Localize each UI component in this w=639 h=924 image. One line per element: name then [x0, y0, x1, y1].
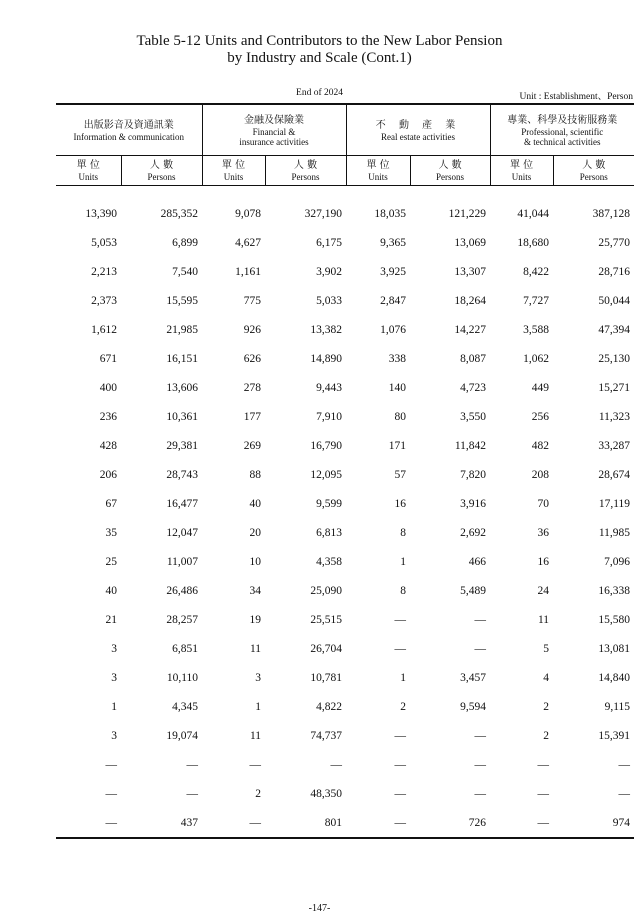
table-row — [56, 431, 634, 460]
table-cell: 13,390 — [85, 207, 117, 220]
table-cell: 9,594 — [460, 700, 487, 713]
table-cell: 449 — [531, 381, 550, 394]
table-cell: 7,540 — [172, 265, 199, 278]
table-cell: 48,350 — [310, 787, 343, 800]
table-cell: 11,323 — [598, 410, 631, 423]
table-cell: 3 — [111, 642, 117, 655]
table-cell: 36 — [537, 526, 550, 539]
table-cell: 15,595 — [166, 294, 199, 307]
table-cell: — — [249, 758, 262, 771]
table-cell: 18,680 — [517, 236, 550, 249]
table-cell: 3,902 — [316, 265, 343, 278]
units-header — [490, 156, 553, 186]
table-cell: 2,847 — [380, 294, 407, 307]
units-header-zh: 單 位 — [366, 160, 390, 171]
table-cell: 17,119 — [598, 497, 631, 510]
table-cell: 10,361 — [166, 410, 199, 423]
table-cell: 8,422 — [523, 265, 550, 278]
table-cell: 25,090 — [310, 584, 343, 597]
table-cell: 16,477 — [166, 497, 199, 510]
table-cell: 2 — [543, 700, 550, 713]
table-cell: 25,130 — [598, 352, 631, 365]
table-cell: 25,515 — [310, 613, 343, 626]
table-row — [56, 518, 634, 547]
table-cell: 140 — [388, 381, 407, 394]
table-cell: — — [474, 613, 487, 626]
table-cell: 1,612 — [91, 323, 117, 336]
table-cell: 16 — [394, 497, 407, 510]
table-cell: 29,381 — [166, 439, 199, 452]
table-cell: 26,486 — [166, 584, 199, 597]
table-cell: 726 — [410, 808, 490, 838]
table-cell: 400 — [99, 381, 117, 394]
table-cell: 7,820 — [460, 468, 487, 481]
table-row — [56, 286, 634, 315]
table-cell: — — [394, 729, 407, 742]
persons-header-en: Persons — [291, 172, 320, 182]
persons-header-zh: 人 數 — [582, 160, 606, 171]
units-header-en: Units — [223, 172, 244, 182]
table-cell: 35 — [105, 526, 117, 539]
table-cell: 34 — [249, 584, 262, 597]
units-header-zh: 單 位 — [221, 160, 246, 171]
industry-header-en: Financial & — [252, 126, 296, 137]
table-cell: 40 — [105, 584, 117, 597]
table-cell: 11,842 — [454, 439, 487, 452]
table-cell: 25,770 — [598, 236, 631, 249]
table-cell: 671 — [99, 352, 117, 365]
table-cell: 16 — [537, 555, 550, 568]
table-cell: — — [474, 642, 487, 655]
table-cell: 33,287 — [598, 439, 631, 452]
table-row — [56, 808, 634, 838]
table-row — [56, 315, 634, 344]
table-cell: 26,704 — [310, 642, 343, 655]
table-cell: — — [186, 787, 199, 800]
table-row — [56, 750, 634, 779]
table-cell: — — [394, 613, 407, 626]
table-cell: 3,925 — [380, 265, 407, 278]
data-table — [56, 103, 634, 839]
table-cell: 24 — [537, 584, 550, 597]
table-cell: — — [618, 787, 631, 800]
table-cell: — — [105, 758, 117, 771]
table-cell: 14,890 — [310, 352, 343, 365]
table-cell: — — [56, 808, 121, 838]
table-cell: 21,985 — [166, 323, 199, 336]
table-row — [56, 605, 634, 634]
table-cell: 269 — [243, 439, 262, 452]
table-cell: 70 — [537, 497, 550, 510]
table-cell: 12,047 — [166, 526, 199, 539]
table-cell: 9,078 — [235, 207, 262, 220]
table-cell: 28,743 — [166, 468, 199, 481]
table-cell: 206 — [99, 468, 117, 481]
table-cell: 18,264 — [454, 294, 487, 307]
table-cell: 2 — [255, 787, 262, 800]
table-cell: 2 — [543, 729, 550, 742]
persons-header — [553, 156, 634, 186]
table-cell: 626 — [243, 352, 262, 365]
table-cell: 387,128 — [592, 207, 631, 220]
table-cell: 11,985 — [598, 526, 631, 539]
persons-header-en: Persons — [579, 172, 608, 182]
table-cell: 11 — [249, 642, 262, 655]
table-cell: 6,813 — [316, 526, 343, 539]
table-cell: 41,044 — [517, 207, 550, 220]
table-cell: 8 — [400, 584, 407, 597]
table-cell: 3,588 — [523, 323, 550, 336]
persons-header-en: Persons — [147, 172, 176, 182]
table-cell: 21 — [105, 613, 117, 626]
table-cell: 13,069 — [454, 236, 487, 249]
table-cell: 10,110 — [166, 671, 199, 684]
industry-header-zh: 金融及保險業 — [244, 114, 305, 126]
page-number: -147- — [308, 903, 331, 914]
table-cell: 7,096 — [604, 555, 631, 568]
table-cell: 16,790 — [310, 439, 343, 452]
table-cell: 5,489 — [460, 584, 487, 597]
table-cell: 256 — [531, 410, 550, 423]
table-cell: 14,227 — [454, 323, 487, 336]
table-cell: 80 — [394, 410, 407, 423]
units-header — [346, 156, 410, 186]
table-cell: 88 — [249, 468, 262, 481]
table-cell: 4,627 — [235, 236, 262, 249]
table-cell: 8,087 — [460, 352, 487, 365]
spacer-row — [56, 186, 634, 200]
table-row — [56, 257, 634, 286]
table-cell: 16,338 — [598, 584, 631, 597]
table-cell: 3 — [255, 671, 262, 684]
table-cell: 1 — [255, 700, 262, 713]
reference-date: End of 2024 — [296, 88, 343, 98]
units-header-zh: 單 位 — [509, 160, 534, 171]
persons-header — [410, 156, 490, 186]
table-row — [56, 576, 634, 605]
table-cell: 15,271 — [598, 381, 631, 394]
table-cell: — — [394, 758, 407, 771]
table-cell: 4,358 — [316, 555, 343, 568]
table-cell: — — [330, 758, 343, 771]
table-cell: 9,365 — [380, 236, 407, 249]
table-row — [56, 228, 634, 257]
table-cell: 208 — [531, 468, 550, 481]
table-title-line1: Table 5-12 Units and Contributors to the New Labor Pension — [136, 33, 503, 49]
table-row — [56, 779, 634, 808]
table-row — [56, 547, 634, 576]
table-cell: 4 — [543, 671, 550, 684]
table-cell: 5 — [543, 642, 550, 655]
table-cell: 2,213 — [91, 265, 117, 278]
persons-header-zh: 人 數 — [438, 160, 462, 171]
table-cell: — — [474, 758, 487, 771]
table-cell: 1 — [400, 671, 407, 684]
table-cell: 974 — [553, 808, 634, 838]
table-cell: 327,190 — [304, 207, 343, 220]
table-cell: — — [202, 808, 265, 838]
table-cell: 13,606 — [166, 381, 199, 394]
table-cell: — — [618, 758, 631, 771]
table-cell: 3 — [111, 729, 117, 742]
table-cell: 12,095 — [310, 468, 343, 481]
table-cell: 19 — [249, 613, 262, 626]
table-cell: 20 — [249, 526, 262, 539]
industry-header-en: Real estate activities — [381, 131, 456, 142]
table-title — [0, 33, 639, 67]
table-cell: 482 — [531, 439, 550, 452]
table-cell: 57 — [394, 468, 407, 481]
table-cell: 6,851 — [172, 642, 199, 655]
table-cell: 10,781 — [310, 671, 343, 684]
table-cell: 428 — [99, 439, 117, 452]
units-header-zh: 單 位 — [76, 160, 100, 171]
table-cell: 4,345 — [172, 700, 199, 713]
persons-header-en: Persons — [436, 172, 465, 182]
table-cell: 13,382 — [310, 323, 343, 336]
table-cell: — — [186, 758, 199, 771]
table-cell: 19,074 — [166, 729, 199, 742]
table-cell: — — [537, 758, 550, 771]
table-cell: 11,007 — [166, 555, 199, 568]
table-cell: — — [474, 787, 487, 800]
table-row — [56, 199, 634, 228]
table-cell: 2,373 — [91, 294, 117, 307]
table-cell: 338 — [388, 352, 407, 365]
industry-header-en: Information & communication — [73, 131, 184, 142]
table-cell: 28,716 — [598, 265, 631, 278]
industry-header-finance — [202, 104, 346, 156]
industry-header-en: & technical activities — [524, 136, 601, 147]
table-cell: 11 — [249, 729, 262, 742]
table-cell: 47,394 — [598, 323, 631, 336]
table-cell: 1 — [111, 700, 117, 713]
units-header-en: Units — [78, 172, 98, 182]
table-cell: 1,161 — [235, 265, 262, 278]
table-cell: 775 — [243, 294, 262, 307]
table-cell: 1 — [400, 555, 407, 568]
table-cell: 16,151 — [166, 352, 199, 365]
industry-header-real-estate — [346, 104, 490, 156]
table-cell: 67 — [105, 497, 117, 510]
table-cell: 236 — [99, 410, 117, 423]
table-cell: 1,062 — [523, 352, 550, 365]
table-row — [56, 402, 634, 431]
persons-header — [121, 156, 202, 186]
table-cell: 1,076 — [380, 323, 407, 336]
table-row — [56, 692, 634, 721]
table-cell: 18,035 — [374, 207, 407, 220]
table-cell: 3,550 — [460, 410, 487, 423]
table-cell: 177 — [243, 410, 262, 423]
table-body — [56, 186, 634, 839]
table-cell: 11 — [537, 613, 550, 626]
table-cell: 40 — [249, 497, 262, 510]
table-cell: — — [490, 808, 553, 838]
table-cell: 801 — [265, 808, 346, 838]
table-cell: 121,229 — [448, 207, 487, 220]
table-cell: 13,307 — [454, 265, 487, 278]
industry-header-en: insurance activities — [239, 136, 309, 147]
table-cell: 13,081 — [598, 642, 631, 655]
table-cell: 285,352 — [160, 207, 199, 220]
table-cell: 28,674 — [598, 468, 631, 481]
table-cell: 4,723 — [460, 381, 487, 394]
persons-header-zh: 人 數 — [293, 160, 318, 171]
table-cell: 28,257 — [166, 613, 199, 626]
units-header-en: Units — [368, 172, 388, 182]
table-row — [56, 460, 634, 489]
table-cell: — — [346, 808, 410, 838]
industry-header-info-comm — [56, 104, 202, 156]
table-cell: 3 — [111, 671, 117, 684]
units-header — [202, 156, 265, 186]
industry-header-zh: 專業、科學及技術服務業 — [507, 114, 618, 126]
table-cell: 7,910 — [316, 410, 343, 423]
persons-header — [265, 156, 346, 186]
persons-header-zh: 人 數 — [149, 160, 174, 171]
table-row — [56, 721, 634, 750]
table-cell: — — [394, 787, 407, 800]
units-header — [56, 156, 121, 186]
table-cell: 7,727 — [523, 294, 550, 307]
table-row — [56, 373, 634, 402]
table-cell: — — [105, 787, 117, 800]
table-cell: 9,443 — [316, 381, 343, 394]
table-cell: 25 — [105, 555, 117, 568]
table-cell: 10 — [249, 555, 262, 568]
table-cell: 437 — [121, 808, 202, 838]
table-row — [56, 634, 634, 663]
table-cell: 14,840 — [598, 671, 631, 684]
units-header-en: Units — [511, 172, 532, 182]
table-title-line2: by Industry and Scale (Cont.1) — [227, 50, 412, 66]
table-cell: 466 — [468, 555, 487, 568]
table-cell: 6,175 — [316, 236, 343, 249]
table-cell: 3,916 — [460, 497, 487, 510]
table-row — [56, 663, 634, 692]
unit-note: Unit : Establishment、Person — [519, 92, 633, 102]
table-cell: 6,899 — [172, 236, 199, 249]
table-cell: 8 — [400, 526, 407, 539]
table-cell: 9,599 — [316, 497, 343, 510]
industry-header-en: Professional, scientific — [521, 126, 604, 137]
table-cell: 4,822 — [316, 700, 343, 713]
table-cell: 5,033 — [316, 294, 343, 307]
table-cell: 3,457 — [460, 671, 487, 684]
table-cell: 5,053 — [91, 236, 117, 249]
table-row — [56, 489, 634, 518]
table-cell: 926 — [243, 323, 262, 336]
table-cell: 2,692 — [460, 526, 487, 539]
table-cell: 15,391 — [598, 729, 631, 742]
table-row — [56, 344, 634, 373]
table-cell: 74,737 — [310, 729, 343, 742]
industry-header-zh: 出版影音及資通訊業 — [83, 119, 174, 131]
table-cell: — — [537, 787, 550, 800]
table-cell: 50,044 — [598, 294, 631, 307]
industry-header-zh: 不 動 產 業 — [375, 119, 461, 131]
table-cell: — — [474, 729, 487, 742]
table-cell: 9,115 — [604, 700, 631, 713]
table-cell: 2 — [400, 700, 407, 713]
industry-header-professional — [490, 104, 634, 156]
table-cell: 15,580 — [598, 613, 631, 626]
table-cell: 171 — [388, 439, 407, 452]
table-cell: 278 — [243, 381, 262, 394]
table-cell: — — [394, 642, 407, 655]
